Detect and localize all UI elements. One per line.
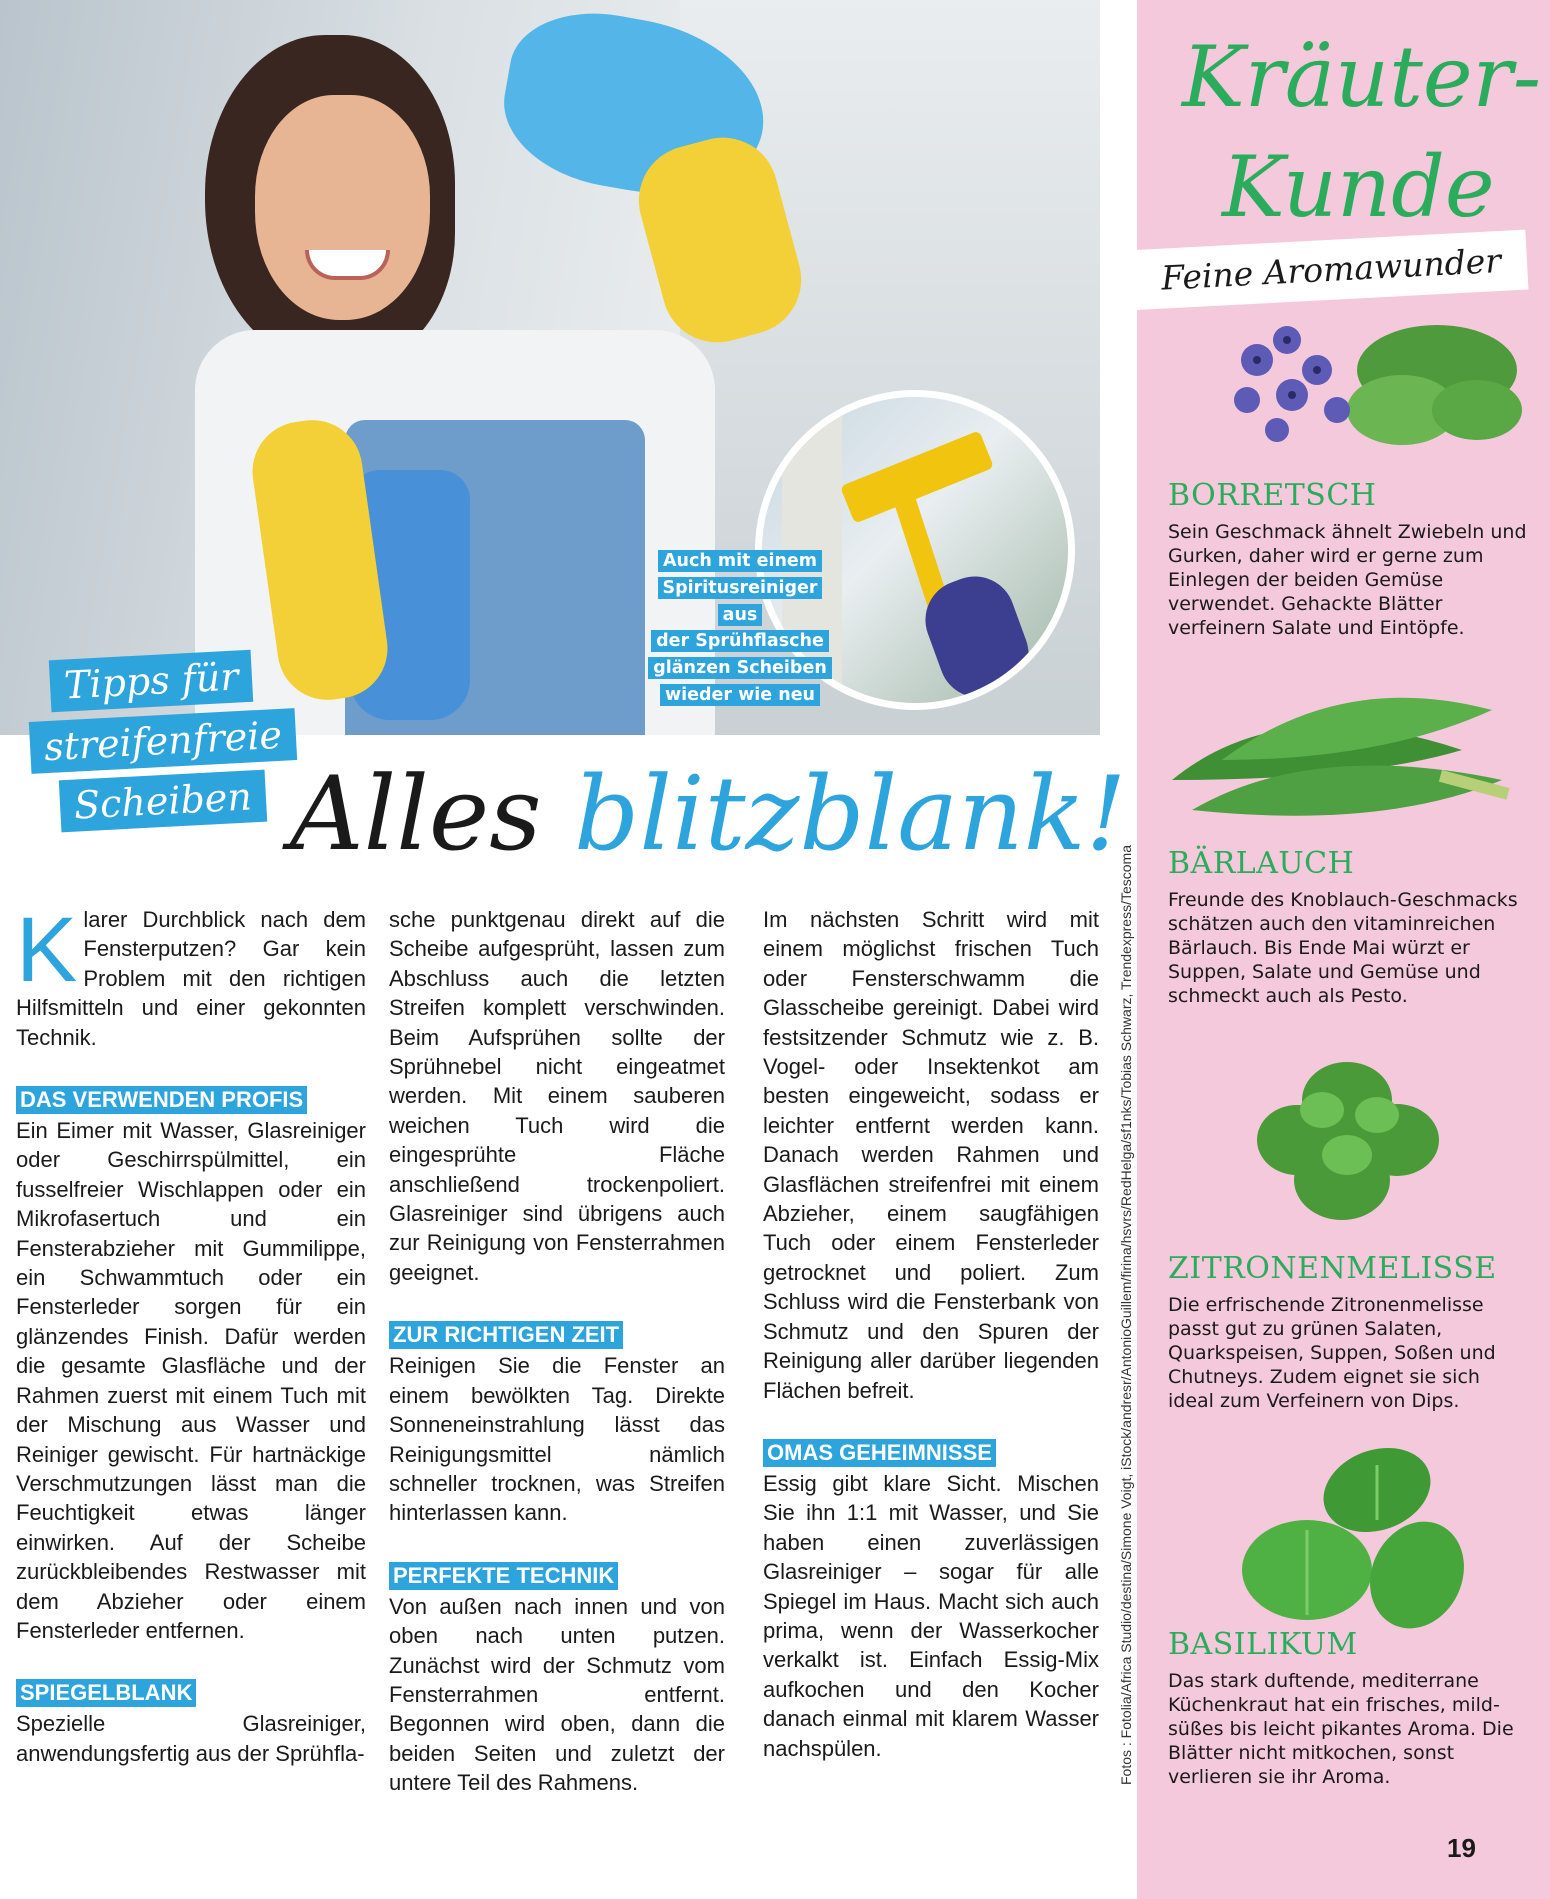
section-heading: PERFEKTE TECHNIK — [389, 1562, 618, 1590]
herb-sidebar — [1137, 0, 1550, 1899]
section-text: Spezielle Glasreiniger, anwendungsfertig aus der Sprühfla- — [16, 1711, 366, 1766]
section-heading: DAS VERWENDEN PROFIS — [16, 1086, 307, 1114]
herb-name: BASILIKUM — [1168, 1627, 1358, 1662]
wild-garlic-image — [1162, 670, 1532, 850]
section-text: Ein Eimer mit Wasser, Glasreiniger oder Geschirrspülmittel, ein fusselfreier Wischlappen oder ein Mikrofasertuch und ein Fensterabzieher mit Gummilippe, ein Schwammtuch oder ein Fensterleder sorgen für ein glänzendes Finish. Dafür werden die gesamte Glasfläche und der Rahmen zuerst mit einem Tuch mit der Mischung aus Wasser und Reiniger gewischt. Für hartnäckige Verschmutzungen lässt man die Feuchtigkeit etwas länger einwirken. Auf der Scheibe zurückbleibendes Restwasser mit dem Abzieher oder einem Fensterleder entfernen. — [16, 1118, 366, 1643]
herb-description: Die erfrischende Zitronenmelisse passt gut zu grünen Salaten, Quarkspeisen, Suppen, Soßen und Chutneys. Zudem eignet sie sich ideal zum Verfeinern von Dips. — [1168, 1294, 1496, 1412]
herb-description: Freunde des Knoblauch-Geschmacks schätzen auch den vitaminreichen Bärlauch. Bis Ende Mai würzt er Suppen, Salate und Gemüse und schmeckt auch als Pesto. — [1168, 889, 1518, 1007]
section-text: Essig gibt klare Sicht. Mischen Sie ihn 1:1 mit Wasser, und Sie haben einen zuverlässigen Glasreiniger – sogar für alle Spiegel im Haus. Macht sich auch prima, wenn der Wasserkocher verkalkt ist. Einfach Essig-Mix aufkochen und den Kocher danach einmal mit klarem Wasser nachspülen. — [763, 1470, 1099, 1761]
section-heading: OMAS GEHEIMNISSE — [763, 1439, 996, 1467]
drop-cap: K — [16, 899, 78, 1001]
sidebar-subtitle: Feine Aromawunder — [1134, 230, 1529, 310]
article-headline: Alles blitzblank! — [290, 755, 1127, 874]
section-heading: ZUR RICHTIGEN ZEIT — [389, 1321, 623, 1349]
herb-description: Das stark duftende, mediterrane Küchenkraut hat ein frisches, mild-süßes bis leicht pikantes Aroma. Die Blätter nicht mitkochen, sonst verlieren sie ihr Aroma. — [1168, 1670, 1514, 1788]
section-text: sche punktgenau direkt auf die Scheibe aufgesprüht, lassen zum Abschluss auch die letzten Streifen komplett verschwinden. Beim Aufsprühen sollte der Sprühnebel nicht eingeatmet werden. Mit einem sauberen weichen Tuch wird die eingesprühte Fläche anschließend trockenpoliert. Glasreiniger sind übrigens auch zur Reinigung von Fensterrahmen geeignet. — [389, 907, 725, 1285]
article-intro: larer Durchblick nach dem Fensterputzen? Gar kein Problem mit den richtigen Hilfsmitteln und einer gekonnten Technik. — [16, 907, 366, 1050]
borage-image — [1187, 300, 1527, 470]
article-column-3 — [763, 905, 1099, 1763]
herb-name: BÄRLAUCH — [1168, 846, 1355, 881]
tips-line: Scheiben — [59, 770, 267, 833]
tips-line: streifenfreie — [29, 708, 297, 774]
tips-badge — [30, 654, 283, 835]
section-text: Reinigen Sie die Fenster an einem bewölkten Tag. Direkte Sonneneinstrahlung lässt das Reinigungsmittel nämlich schneller trocknen, was Streifen hinterlassen kann. — [389, 1353, 725, 1526]
basil-image — [1227, 1435, 1487, 1645]
article-column-1 — [16, 899, 366, 1768]
photo-credit: Fotos : Fotolia/Africa Studio/destina/Simone Voigt, iStock/andresr/AntonioGuillem/firina/hsvrs/RedHelga/sf1nks/Tobias Schwarz, Trendexpress/Tescoma — [1118, 845, 1134, 1785]
section-text: Im nächsten Schritt wird mit einem möglichst frischen Tuch oder Fensterschwamm die Glasscheibe gereinigt. Dabei wird festsitzender Schmutz wie z. B. Vogel- oder Insektenkot am besten eingeweicht, sodass er leichter entfernt werden kann. Danach werden Rahmen und Glasflächen streifenfrei mit einem Abzieher, einem saugfähigen Tuch oder einem Fensterleder getrocknet und poliert. Zum Schluss wird die Fensterbank von Schmutz und den Spuren der Reinigung aller darüber liegenden Flächen befreit. — [763, 907, 1099, 1403]
photo-caption: Auch mit einem Spiritusreiniger aus der Sprühflasche glänzen Scheiben wieder wie neu — [640, 548, 840, 709]
page-number: 19 — [1447, 1833, 1476, 1863]
section-text: Von außen nach innen und von oben nach unten putzen. Zunächst wird der Schmutz vom Fensterrahmen entfernt. Begonnen wird oben, dann die beiden Seiten und zuletzt der untere Teil des Rahmens. — [389, 1593, 725, 1796]
herb-name: BORRETSCH — [1168, 478, 1377, 513]
sidebar-title: Kräuter- Kunde — [1182, 28, 1542, 236]
lemon-balm-image — [1227, 1040, 1467, 1240]
herb-description: Sein Geschmack ähnelt Zwiebeln und Gurken, daher wird er gerne zum Einlegen der beiden Gemüse verwendet. Gehackte Blätter verfeinern Salate und Eintöpfe. — [1168, 521, 1527, 639]
herb-name: ZITRONENMELISSE — [1168, 1251, 1497, 1286]
article-column-2 — [389, 905, 725, 1798]
tips-line: Tipps für — [49, 650, 254, 713]
section-heading: SPIEGELBLANK — [16, 1679, 196, 1707]
